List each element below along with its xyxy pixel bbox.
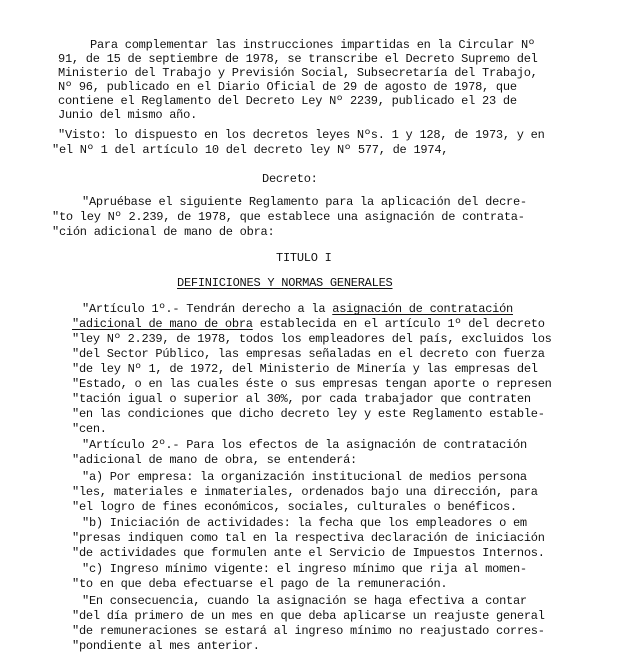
art1-line-5: "de ley Nº 1, de 1972, del Ministerio de Minería y las empresas del [72,362,538,376]
visto-line-2: "el Nº 1 del artículo 10 del decreto ley Nº 577, de 1974, [52,143,449,157]
item-c-line-2: "to en que deba efectuarse el pago de la remuneración. [72,577,448,591]
intro-line-5: contiene el Reglamento del Decreto Ley Nº 2239, publicado el 23 de [58,94,517,108]
intro-line-6: Junio del mismo año. [58,108,198,122]
item-b-line-1: "b) Iniciación de actividades: la fecha que los empleadores o em [82,516,527,530]
item-b-line-3: "de actividades que formulen ante el Servicio de Impuestos Internos. [72,546,545,560]
art1-line-6: "Estado, o en las cuales éste o sus empresas tengan aporte o represen [72,377,552,391]
art1-line-2 [72,317,545,332]
intro-line-4: Nº 96, publicado en el Diario Oficial de 29 de agosto de 1978, que [58,80,517,94]
art2-first-text: Para los efectos de la asignación de contratación [186,438,527,452]
consecuencia-line-4: "pondiente al mes anterior. [72,639,260,653]
item-a-line-2: "les, materiales e inmateriales, ordenados bajo una dirección, para [72,485,538,499]
intro-line-1: Para complementar las instrucciones impartidas en la Circular Nº [90,38,535,52]
titulo-heading: TITULO I [276,251,332,265]
art1-underlined-phrase-2: "adicional de mano de obra [72,317,253,331]
art1-line-8: "en las condiciones que dicho decreto ley y este Reglamento estable- [72,407,545,421]
art2-line-1 [82,438,527,453]
visto-line-1: "Visto: lo dispuesto en los decretos leyes Nºs. 1 y 128, de 1973, y en [58,128,545,142]
apruebase-line-1: "Apruébase el siguiente Reglamento para la aplicación del decre- [82,195,527,209]
apruebase-line-2: "to ley Nº 2.239, de 1978, que establece una asignación de contrata- [52,210,525,224]
art1-line-1 [82,302,513,317]
art2-label: "Artículo 2º.- [82,438,180,452]
consecuencia-line-1: "En consecuencia, cuando la asignación se haga efectiva a contar [82,594,527,608]
art1-line-9: "cen. [72,422,107,436]
item-b-line-2: "presas indiquen como tal en la respectiva declaración de iniciación [72,531,545,545]
consecuencia-line-2: "del día primero de un mes en que deba aplicarse un reajuste general [72,609,545,623]
art1-line-4: "del Sector Público, las empresas señaladas en el decreto con fuerza [72,347,545,361]
art1-line-2-rest: establecida en el artículo 1º del decreto [259,317,545,331]
art1-line-3: "ley Nº 2.239, de 1978, todos los empleadores del país, excluidos los [72,332,552,346]
apruebase-line-3: "ción adicional de mano de obra: [52,225,275,239]
intro-line-2: 91, de 15 de septiembre de 1978, se transcribe el Decreto Supremo del [58,52,538,66]
art1-label: "Artículo 1º.- [82,302,180,316]
consecuencia-line-3: "de remuneraciones se estará al ingreso mínimo no reajustado corres- [72,624,545,638]
item-a-line-1: "a) Por empresa: la organización institucional de medios persona [82,470,527,484]
item-c-line-1: "c) Ingreso mínimo vigente: el ingreso mínimo que rija al momen- [82,562,527,576]
art1-first-text: Tendrán derecho a la [186,302,326,316]
art1-underlined-phrase-1: asignación de contratación [332,302,513,316]
item-a-line-3: "el logro de fines económicos, sociales, culturales o benéficos. [72,500,517,514]
intro-line-3: Ministerio del Trabajo y Previsión Social, Subsecretaría del Trabajo, [58,66,538,80]
art1-line-7: "tación igual o superior al 30%, por cada trabajador que contraten [72,392,531,406]
titulo-subheading: DEFINICIONES Y NORMAS GENERALES [177,276,393,290]
decreto-heading: Decreto: [262,172,318,186]
art2-line-2: "adicional de mano de obra, se entenderá: [72,453,357,467]
